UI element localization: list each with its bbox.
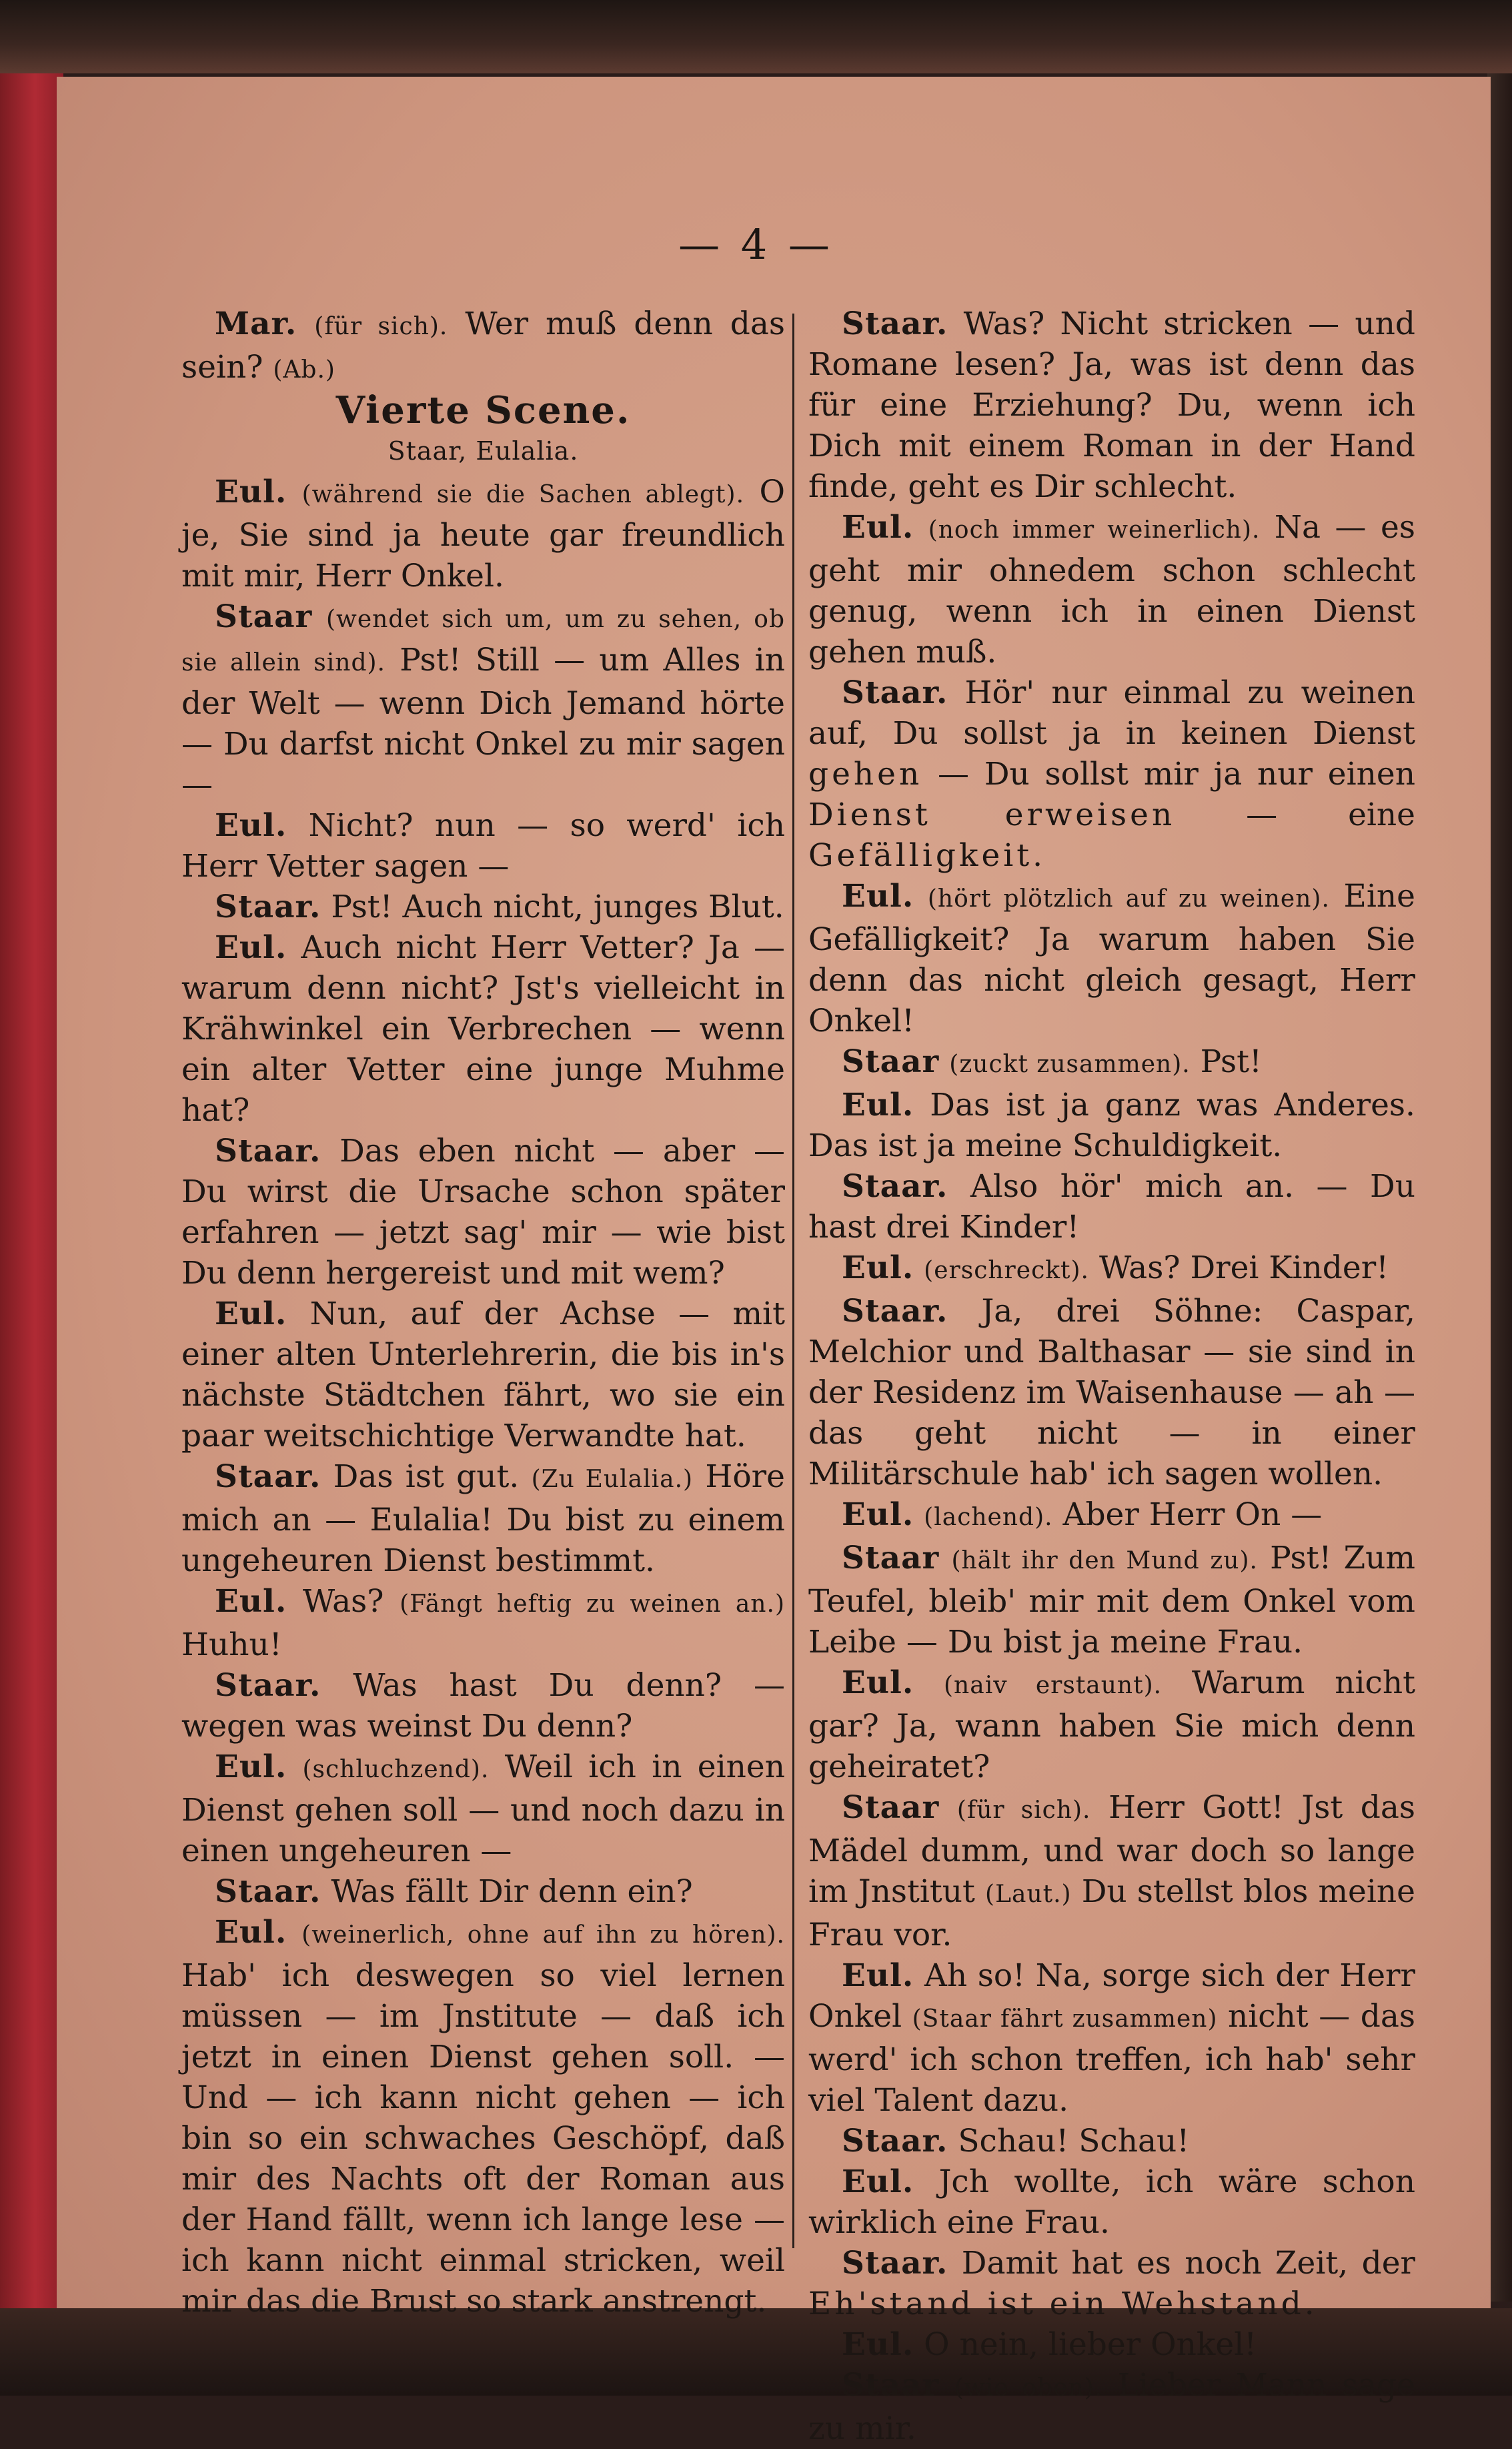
paragraph [181,1871,785,1912]
speaker-name: Staar [215,598,313,635]
paragraph [181,805,785,887]
dialogue: Das eben nicht — aber — Du wirst die Ursache schon später erfahren — jetzt sag' mir — wie bist Du denn hergereist und mit wem? [181,1133,785,1292]
book-spine [0,73,63,2322]
spaced-emphasis: gehen [808,756,923,793]
dialogue: Ah so! Na, sorge sich der Herr Onkel [808,1957,1415,2035]
stage-direction: (Laut.) [985,1881,1072,1908]
paragraph [808,304,1415,507]
dialogue: Du stellst blos meine Frau vor. [808,1873,1415,1953]
stage-direction: (schluchzend). [302,1756,490,1783]
paragraph [808,1494,1415,1538]
speaker-name: Eul. [842,878,914,915]
paragraph [181,304,785,390]
dialogue: Huhu! [181,1626,282,1663]
speaker-name: Staar. [842,674,948,711]
book-top-edge [0,0,1512,73]
stage-direction: (Fängt heftig zu weinen an.) [400,1590,785,1618]
scene-title: Vierte Scene. [335,388,631,432]
speaker-name: Eul. [842,509,914,546]
dialogue: Was? Drei Kinder! [1098,1250,1389,1286]
speaker-name: Staar. [215,1133,321,1169]
paragraph [808,1538,1415,1662]
dialogue: Pst! Auch nicht, junges Blut. [331,889,784,925]
book-fore-edge [1487,73,1512,2302]
speaker-name: Staar. [215,1873,321,1910]
stage-direction: (hält ihr den Mund zu). [951,1547,1258,1574]
stage-direction: (wendet sich um, um zu sehen, ob sie allein sind). [181,606,785,676]
paragraph [808,2121,1415,2161]
dialogue: Was fällt Dir denn ein? [331,1873,693,1910]
left-column [181,304,785,2322]
dialogue: Was hast Du denn? — wegen was weinst Du denn? [181,1667,785,1745]
dialogue: Schau! Schau! [958,2123,1190,2159]
dialogue: Pst! Still — um Alles in der Welt — wenn Dich Jemand hörte — Du darfst nicht Onkel zu mir sagen — [181,642,785,803]
paragraph [808,1955,1415,2121]
paragraph [181,1665,785,1747]
speaker-name: Eul. [842,1250,914,1286]
speaker-name: Eul. [215,807,287,844]
paragraph [808,507,1415,672]
dialogue: Na — es geht mir ohnedem schon schlecht genug, wenn ich in einen Dienst gehen muß. [808,509,1415,670]
speaker-name: Eul. [215,1914,287,1951]
paragraph [808,2324,1415,2365]
paragraph [808,2365,1415,2449]
dialogue: Eine Gefälligkeit? Ja warum haben Sie denn das nicht gleich gesagt, Herr Onkel! [808,878,1415,1039]
paragraph [808,1248,1415,1291]
stage-direction: (für sich). [956,1797,1091,1824]
stage-direction: (wie oben). [954,2374,1103,2402]
paragraph [808,1291,1415,1494]
dialogue: Herr Gott! Jst das Mädel dumm, und war doch so lange im Jnstitut [808,1789,1415,1910]
dialogue: — eine [1246,797,1415,833]
dialogue: Ja, drei Söhne: Caspar, Melchior und Balthasar — sie sind in der Residenz im Waisenhause — ah — das geht nicht — in einer Militärschule hab' ich sagen wollen. [808,1293,1415,1492]
spaced-emphasis: Gefälligkeit. [808,837,1046,874]
stage-direction: (weinerlich, ohne auf ihn zu hören). [301,1921,785,1949]
dialogue: nicht — das werd' ich schon treffen, ich hab' sehr viel Talent dazu. [808,1998,1415,2119]
speaker-name: Eul. [215,1583,287,1620]
stage-direction: (Ab.) [273,356,335,384]
speaker-name: Staar [842,1789,940,1826]
speaker-name: Staar. [842,306,948,342]
speaker-name: Eul. [842,2163,914,2200]
dialogue: Lieber Mann sage zu mir. [808,2367,1415,2447]
paragraph [181,596,785,805]
paragraph [808,1085,1415,1166]
dialogue: Aber Herr On — [1062,1496,1323,1533]
dialogue: Hör' nur einmal zu weinen auf, Du sollst ja in keinen Dienst [808,674,1415,752]
paragraph [181,1581,785,1665]
dialogue: Nun, auf der Achse — mit einer alten Unterlehrerin, die bis in's nächste Städtchen fährt, wo sie ein paar weitschichtige Verwandte hat. [181,1296,785,1454]
paragraph [808,2161,1415,2243]
speaker-name: Eul. [215,1296,287,1332]
speaker-name: Eul. [215,929,287,966]
paragraph [181,1131,785,1294]
dialogue: Auch nicht Herr Vetter? Ja — warum denn nicht? Jst's vielleicht in Krähwinkel ein Verbrechen — wenn ein alter Vetter eine junge Muhme hat? [181,929,785,1129]
page-number: — 4 — [678,220,834,269]
speaker-name: Staar. [842,2245,948,2282]
paragraph [808,1166,1415,1248]
speaker-name: Staar. [215,1458,321,1495]
speaker-name: Staar [842,2367,940,2404]
paragraph [808,672,1415,876]
paragraph [808,876,1415,1041]
dialogue: Pst! Zum Teufel, bleib' mir mit dem Onkel vom Leibe — Du bist ja meine Frau. [808,1540,1415,1660]
paragraph [181,927,785,1131]
paragraph [181,1912,785,2322]
dialogue: Also hör' mich an. — Du hast drei Kinder! [808,1168,1415,1246]
speaker-name: Staar [842,1540,940,1576]
paragraph [808,1662,1415,1787]
speaker-name: Staar. [215,1667,321,1704]
dialogue: Was? Nicht stricken — und Romane lesen? Ja, was ist denn das für eine Erziehung? Du, wenn ich Dich mit einem Roman in der Hand finde, geht es Dir schlecht. [808,306,1415,505]
scene-cast: Staar, Eulalia. [388,436,579,466]
speaker-name: Staar. [842,1293,948,1330]
paragraph [181,1456,785,1581]
stage-direction: (noch immer weinerlich). [928,516,1261,544]
speaker-name: Eul. [842,1087,914,1123]
speaker-name: Eul. [842,1496,914,1533]
right-column [808,304,1415,2449]
paragraph [808,1787,1415,1955]
speaker-name: Eul. [215,474,287,510]
stage-direction: (Zu Eulalia.) [531,1466,694,1493]
stage-direction: (Staar fährt zusammen) [912,2005,1218,2033]
dialogue: Damit hat es noch Zeit, der [961,2245,1415,2282]
speaker-name: Staar. [842,2123,948,2159]
column-divider [792,314,794,2248]
paragraph [181,1294,785,1456]
dialogue: O nein, lieber Onkel! [924,2326,1257,2363]
speaker-name: Staar [842,1043,940,1080]
paragraph [181,887,785,927]
dialogue: Nicht? nun — so werd' ich Herr Vetter sagen — [181,807,785,885]
dialogue: Weil ich in einen Dienst gehen soll — und noch dazu in einen ungeheuren — [181,1749,785,1869]
dialogue: Wer muß denn das sein? [181,306,785,386]
dialogue: Das ist ja ganz was Anderes. Das ist ja meine Schuldigkeit. [808,1087,1415,1164]
speaker-name: Eul. [842,1664,914,1701]
spaced-emphasis: Dienst erweisen [808,797,1176,833]
dialogue: O je, Sie sind ja heute gar freundlich mit mir, Herr Onkel. [181,474,785,594]
stage-direction: (während sie die Sachen ablegt). [301,481,745,508]
spaced-emphasis: Eh'stand ist ein Wehstand. [808,2286,1318,2322]
stage-direction: (für sich). [314,313,448,340]
paragraph [181,472,785,596]
dialogue: Warum nicht gar? Ja, wann haben Sie mich denn geheiratet? [808,1664,1415,1785]
paragraph [808,2243,1415,2324]
speaker-name: Staar. [215,889,321,925]
paragraph [808,1041,1415,1085]
stage-direction: (erschreckt). [924,1257,1089,1284]
speaker-name: Eul. [215,1749,287,1785]
dialogue: Jch wollte, ich wäre schon wirklich eine Frau. [808,2163,1415,2241]
paragraph [181,1747,785,1871]
dialogue: Was? [302,1583,384,1620]
dialogue: Höre mich an — Eulalia! Du bist zu einem ungeheuren Dienst bestimmt. [181,1458,785,1579]
speaker-name: Eul. [842,1957,914,1994]
speaker-name: Eul. [842,2326,914,2363]
speaker-name: Staar. [842,1168,948,1205]
dialogue: Das ist gut. [333,1458,520,1495]
dialogue: Pst! [1200,1043,1262,1080]
stage-direction: (lachend). [924,1504,1053,1531]
stage-direction: (hört plötzlich auf zu weinen). [927,885,1330,913]
stage-direction: (zuckt zusammen). [949,1051,1191,1078]
dialogue: — Du sollst mir ja nur einen [938,756,1415,793]
dialogue: Hab' ich deswegen so viel lernen müssen — im Jnstitute — daß ich jetzt in einen Dienst gehen soll. — Und — ich kann nicht gehen — ich bin so ein schwaches Geschöpf, daß mir des Nachts oft der Roman aus der Hand fällt, wenn ich lange lese — ich kann nicht einmal stricken, weil mir das die Brust so stark anstrengt. [181,1957,785,2320]
speaker-name: Mar. [215,306,297,342]
stage-direction: (naiv erstaunt). [944,1672,1163,1699]
